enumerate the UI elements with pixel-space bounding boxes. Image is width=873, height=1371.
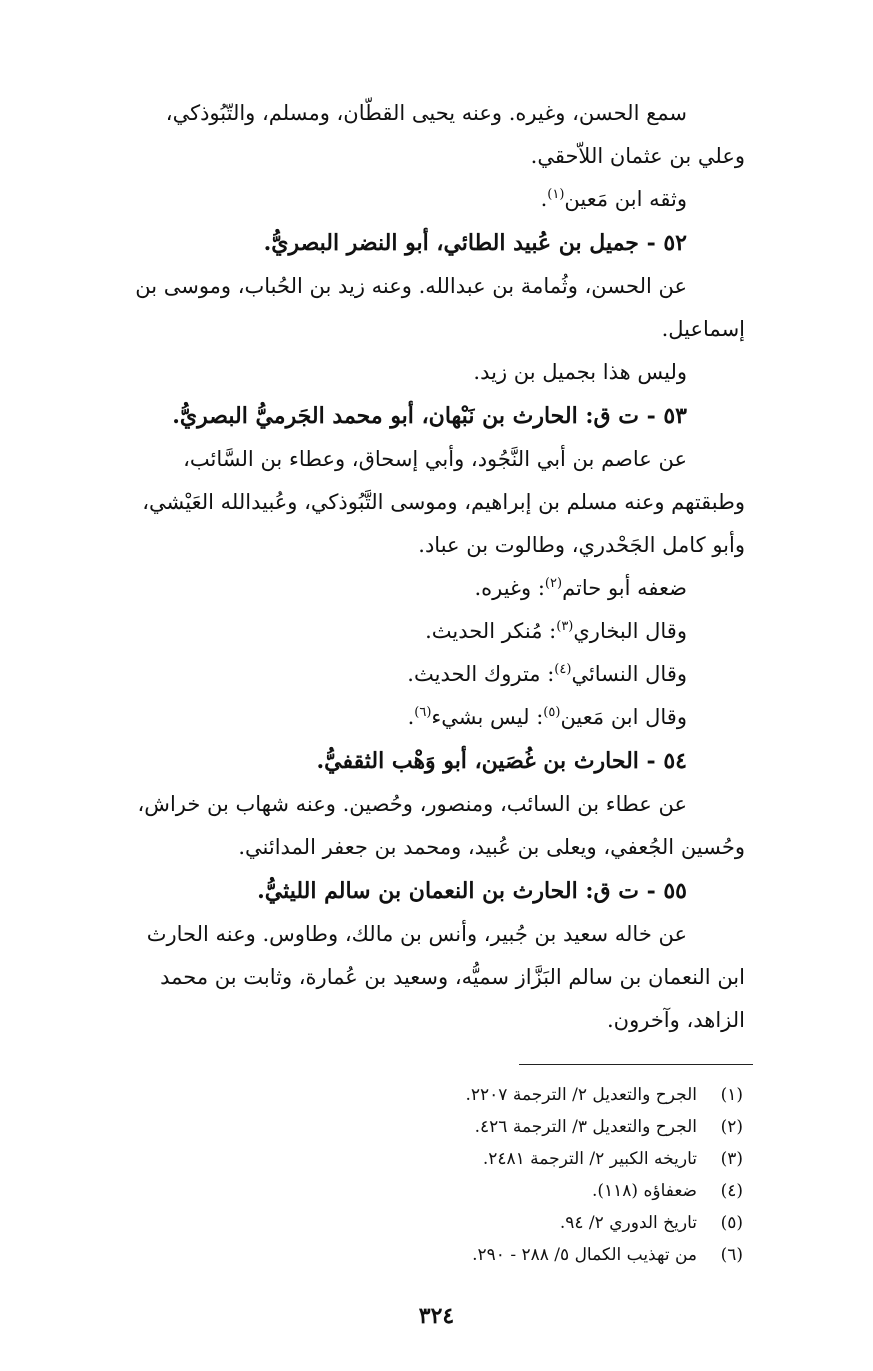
entry-heading-53: ٥٣ - ت ق: الحارث بن نَبْهان، أبو محمد الجَرميُّ البصريُّ. — [172, 403, 687, 429]
text-line: وقال ابن مَعين$^{(٥)}$: ليس بشيء$^{(٦)}$. — [407, 705, 687, 729]
footnote — [30, 1111, 743, 1143]
text-line: عن خاله سعيد بن جُبير، وأنس بن مالك، وطاوس. وعنه الحارث — [146, 922, 687, 946]
text-line: عن الحسن، وثُمامة بن عبدالله. وعنه زيد بن الحُباب، وموسى بن — [135, 274, 687, 298]
text-line: الزاهد، وآخرون. — [607, 1008, 745, 1032]
footnote-text: ضعفاؤه (١١٨). — [591, 1181, 697, 1201]
footnote-number: (٦) — [720, 1245, 743, 1265]
footnote-number: (٣) — [720, 1149, 743, 1169]
text-line: وقال البخاري$^{(٣)}$: مُنكر الحديث. — [425, 619, 687, 643]
entry-heading-55: ٥٥ - ت ق: الحارث بن النعمان بن سالم الليثيُّ. — [257, 878, 687, 904]
footnote-number: (٥) — [720, 1213, 743, 1233]
footnote-ref[interactable]: (٥) — [543, 705, 561, 720]
text-line: وثقه ابن مَعين$^{(١)}$. — [540, 187, 687, 211]
text-line: إسماعيل. — [661, 317, 745, 341]
text-line: وحُسين الجُعفي، ويعلى بن عُبيد، ومحمد بن جعفر المدائني. — [238, 835, 745, 859]
text-line: وقال النسائي$^{(٤)}$: متروك الحديث. — [407, 662, 687, 686]
text-line: سمع الحسن، وغيره. وعنه يحيى القطّان، ومسلم، والتّبُوذكي، — [165, 101, 687, 125]
entry-heading-54: ٥٤ - الحارث بن غُصَين، أبو وَهْب الثقفيُّ. — [316, 748, 687, 774]
text-line: وأبو كامل الجَحْدري، وطالوت بن عباد. — [418, 533, 745, 557]
footnote-number: (١) — [720, 1085, 743, 1105]
footnote — [30, 1207, 743, 1239]
footnote-separator — [519, 1064, 753, 1065]
entry-heading-52: ٥٢ - جميل بن عُبيد الطائي، أبو النضر البصريُّ. — [263, 230, 687, 256]
footnote — [30, 1239, 743, 1271]
text-line: وليس هذا بجميل بن زيد. — [473, 360, 687, 384]
text-line: ضعفه أبو حاتم$^{(٢)}$: وغيره. — [474, 576, 687, 600]
footnote — [30, 1079, 743, 1111]
footnotes — [30, 1079, 745, 1271]
page-number: ٣٢٤ — [418, 1303, 455, 1329]
text-line: وعلي بن عثمان اللاّحقي. — [530, 144, 745, 168]
footnote-text: تاريخ الدوري ٢/ ٩٤. — [559, 1213, 697, 1233]
text-line: ابن النعمان بن سالم البَزَّاز سميُّه، وسعيد بن عُمارة، وثابت بن محمد — [160, 965, 745, 989]
text-line: عن عاصم بن أبي النَّجُود، وأبي إسحاق، وعطاء بن السَّائب، — [183, 447, 687, 471]
footnote-ref[interactable]: (٦) — [414, 705, 432, 720]
footnote-number: (٢) — [720, 1117, 743, 1137]
footnote — [30, 1143, 743, 1175]
footnote — [30, 1175, 743, 1207]
footnote-text: تاريخه الكبير ٢/ الترجمة ٢٤٨١. — [482, 1149, 697, 1169]
footnote-ref[interactable]: (٢) — [544, 576, 563, 591]
footnote-ref[interactable]: (٤) — [554, 662, 572, 677]
text-line: عن عطاء بن السائب، ومنصور، وحُصين. وعنه شهاب بن خراش، — [137, 792, 687, 816]
footnote-ref[interactable]: (٣) — [556, 619, 574, 634]
footnote-ref[interactable]: (١) — [547, 187, 565, 202]
footnote-text: الجرح والتعديل ٣/ الترجمة ٤٢٦. — [474, 1117, 697, 1137]
footnote-number: (٤) — [720, 1181, 743, 1201]
footnote-text: من تهذيب الكمال ٥/ ٢٨٨ - ٢٩٠. — [472, 1245, 697, 1265]
text-line: وطبقتهم وعنه مسلم بن إبراهيم، وموسى التَّبُوذكي، وعُبيدالله العَيْشي، — [142, 490, 745, 514]
footnote-text: الجرح والتعديل ٢/ الترجمة ٢٢٠٧. — [465, 1085, 697, 1105]
